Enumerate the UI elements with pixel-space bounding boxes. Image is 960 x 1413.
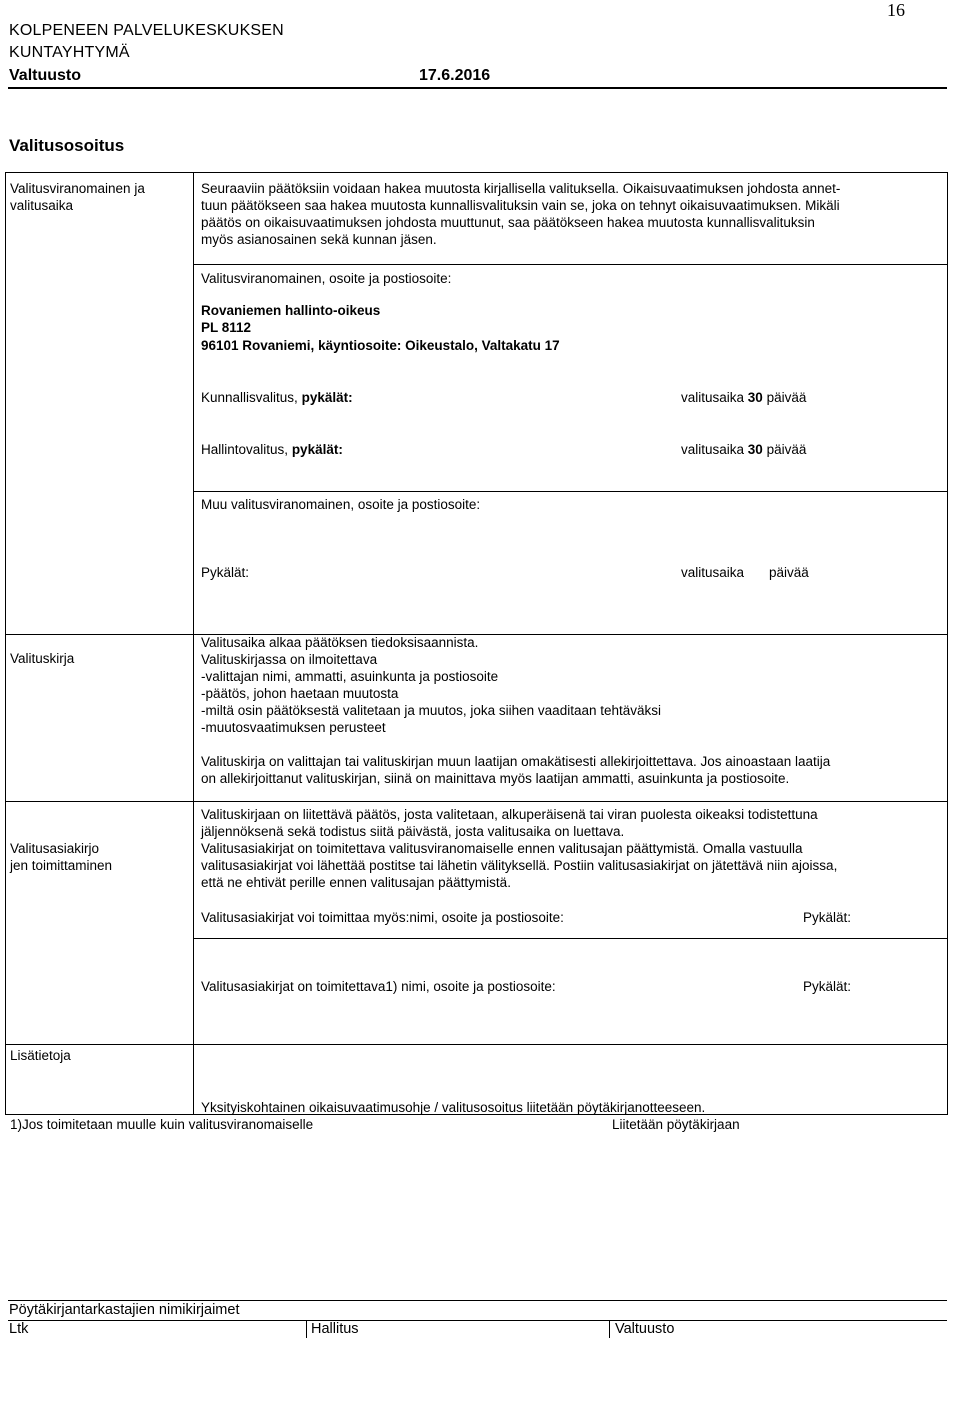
section2-body	[201, 634, 661, 736]
delivery-line: Valitusasiakirjat on toimitettava valitusviranomaiselle ennen valitusajan päättymistä. Omalla vastuulla	[201, 841, 803, 856]
section4-label: Lisätietoja	[10, 1048, 71, 1063]
hallintovalitus-row	[201, 442, 343, 457]
footer-rule	[8, 1300, 947, 1301]
kunnallisvalitus-label: Kunnallisvalitus,	[201, 390, 298, 405]
other-authority-rule	[193, 491, 947, 492]
authority-po-box: PL 8112	[201, 320, 252, 335]
footer-col-hallitus: Hallitus	[311, 1321, 359, 1337]
row-divider-2	[5, 801, 948, 802]
attachments-line: jäljennöksenä sekä todistus siitä päivästä, josta valitusaika on luettava.	[201, 824, 625, 839]
table-bottom-border	[5, 1044, 948, 1045]
intro-line: Seuraaviin päätöksiin voidaan hakea muutosta kirjallisella valituksella. Oikaisuvaatimuksen johdosta annet-	[201, 181, 841, 196]
extra-column-divider	[193, 1045, 194, 1115]
other-time-post: päivää	[769, 565, 809, 580]
valituskirja-line: -miltä osin päätöksestä valitetaan ja muutos, joka siihen vaaditaan tehtäväksi	[201, 703, 662, 718]
footnote-right: Liitetään pöytäkirjaan	[612, 1117, 740, 1132]
footer-title: Pöytäkirjantarkastajien nimikirjaimet	[9, 1302, 240, 1318]
org-name-line1: KOLPENEEN PALVELUKESKUKSEN	[9, 22, 284, 39]
section1-label-line2: valitusaika	[10, 198, 74, 213]
footer-divider-1	[306, 1320, 307, 1338]
page-number: 16	[887, 0, 905, 20]
header-date: 17.6.2016	[419, 67, 491, 84]
other-time-pre: valitusaika	[681, 565, 745, 580]
also-deliver-sections: Pykälät:	[803, 910, 852, 925]
other-sections: Pykälät:	[201, 565, 250, 580]
also-deliver-rule	[193, 938, 947, 939]
authority-heading: Valitusviranomainen, osoite ja postiosoite:	[201, 271, 452, 286]
footnote-left: 1)Jos toimitetaan muulle kuin valitusviranomaiselle	[10, 1117, 314, 1132]
hallintovalitus-time	[681, 442, 806, 457]
extra-right-border	[947, 1045, 948, 1115]
signature-paragraph	[201, 753, 830, 787]
kunnallisvalitus-time-pre: valitusaika	[681, 390, 745, 405]
valituskirja-line: -päätös, johon haetaan muutosta	[201, 686, 399, 701]
valituskirja-line: Valituskirjassa on ilmoitettava	[201, 652, 378, 667]
kunnallisvalitus-row	[201, 390, 353, 405]
hallintovalitus-sections: pykälät:	[291, 442, 343, 457]
intro-line: tuun päätökseen saa hakea muutosta kunnallisvalituksin vain se, joka on tehnyt oikaisuvaatimuksen. Mikäli	[201, 198, 840, 213]
delivered-label: Valitusasiakirjat on toimitettava1) nimi, osoite ja postiosoite:	[201, 979, 556, 994]
extra-left-border	[5, 1045, 6, 1115]
hallintovalitus-time-pre: valitusaika	[681, 442, 745, 457]
section1-label-line1: Valitusviranomainen ja	[10, 181, 145, 196]
start-note: Valitusaika alkaa päätöksen tiedoksisaannista.	[201, 635, 479, 650]
delivered-sections: Pykälät:	[803, 979, 852, 994]
table-column-divider	[193, 172, 194, 1045]
intro-line: päätös on oikaisuvaatimuksen johdosta muuttunut, saa päätökseen hakea muutosta kunnallisvalituksin	[201, 215, 815, 230]
section3-label	[10, 840, 112, 874]
kunnallisvalitus-sections: pykälät:	[301, 390, 353, 405]
footer-col-ltk: Ltk	[9, 1321, 29, 1337]
org-name-line2: KUNTAYHTYMÄ	[9, 44, 130, 61]
hallintovalitus-time-post: päivää	[766, 442, 807, 457]
document-title: Valitusosoitus	[9, 136, 125, 155]
section1-intro	[201, 180, 840, 248]
hallintovalitus-days: 30	[747, 442, 763, 457]
hallintovalitus-label: Hallintovalitus,	[201, 442, 289, 457]
header-rule	[8, 87, 947, 89]
other-authority-heading: Muu valitusviranomainen, osoite ja postiosoite:	[201, 497, 481, 512]
extra-note: Yksityiskohtainen oikaisuvaatimusohje / valitusosoitus liitetään pöytäkirjanotteeseen.	[201, 1100, 706, 1115]
section3-label-line2: jen toimittaminen	[10, 858, 113, 873]
signature-line: Valituskirja on valittajan tai valituskirjan muun laatijan omakätisesti allekirjoittettava. Jos ainoastaan laatija	[201, 754, 831, 769]
section1-label	[10, 180, 145, 214]
delivery-line: että ne ehtivät perille ennen valitusajan päättymistä.	[201, 875, 511, 890]
valituskirja-line: -valittajan nimi, ammatti, asuinkunta ja postiosoite	[201, 669, 499, 684]
footer-rule-2	[8, 1320, 947, 1321]
attachments-line: Valituskirjaan on liitettävä päätös, josta valitetaan, alkuperäisenä tai viran puolesta oikeaksi todistettuna	[201, 807, 818, 822]
table-right-border	[947, 172, 948, 1045]
valituskirja-line: -muutosvaatimuksen perusteet	[201, 720, 386, 735]
section3-label-line1: Valitusasiakirjo	[10, 841, 100, 856]
footer-col-valtuusto: Valtuusto	[615, 1321, 675, 1337]
attachments-paragraph	[201, 806, 818, 840]
authority-address: 96101 Rovaniemi, käyntiosoite: Oikeustalo, Valtakatu 17	[201, 338, 560, 353]
authority-name: Rovaniemen hallinto-oikeus	[201, 303, 381, 318]
signature-line: on allekirjoittanut valituskirjan, siinä on mainittava myös laatijan ammatti, asuinkunta ja postiosoite.	[201, 771, 790, 786]
kunnallisvalitus-time-post: päivää	[766, 390, 807, 405]
footer-divider-2	[609, 1320, 610, 1338]
table-top-border	[5, 172, 948, 173]
authority-rule	[193, 264, 947, 265]
also-deliver-label: Valitusasiakirjat voi toimittaa myös:nimi, osoite ja postiosoite:	[201, 910, 564, 925]
header-body: Valtuusto	[9, 67, 82, 84]
table-left-border	[5, 172, 6, 1045]
section3-body	[201, 840, 837, 891]
kunnallisvalitus-time	[681, 390, 806, 405]
section2-label: Valituskirja	[10, 651, 75, 666]
delivery-line: valitusasiakirjat voi lähettää postitse tai lähetin välityksellä. Postiin valitusasiakirjat on jätettävä niin ajoissa,	[201, 858, 838, 873]
kunnallisvalitus-days: 30	[747, 390, 763, 405]
intro-line: myös asianosainen sekä kunnan jäsen.	[201, 232, 437, 247]
